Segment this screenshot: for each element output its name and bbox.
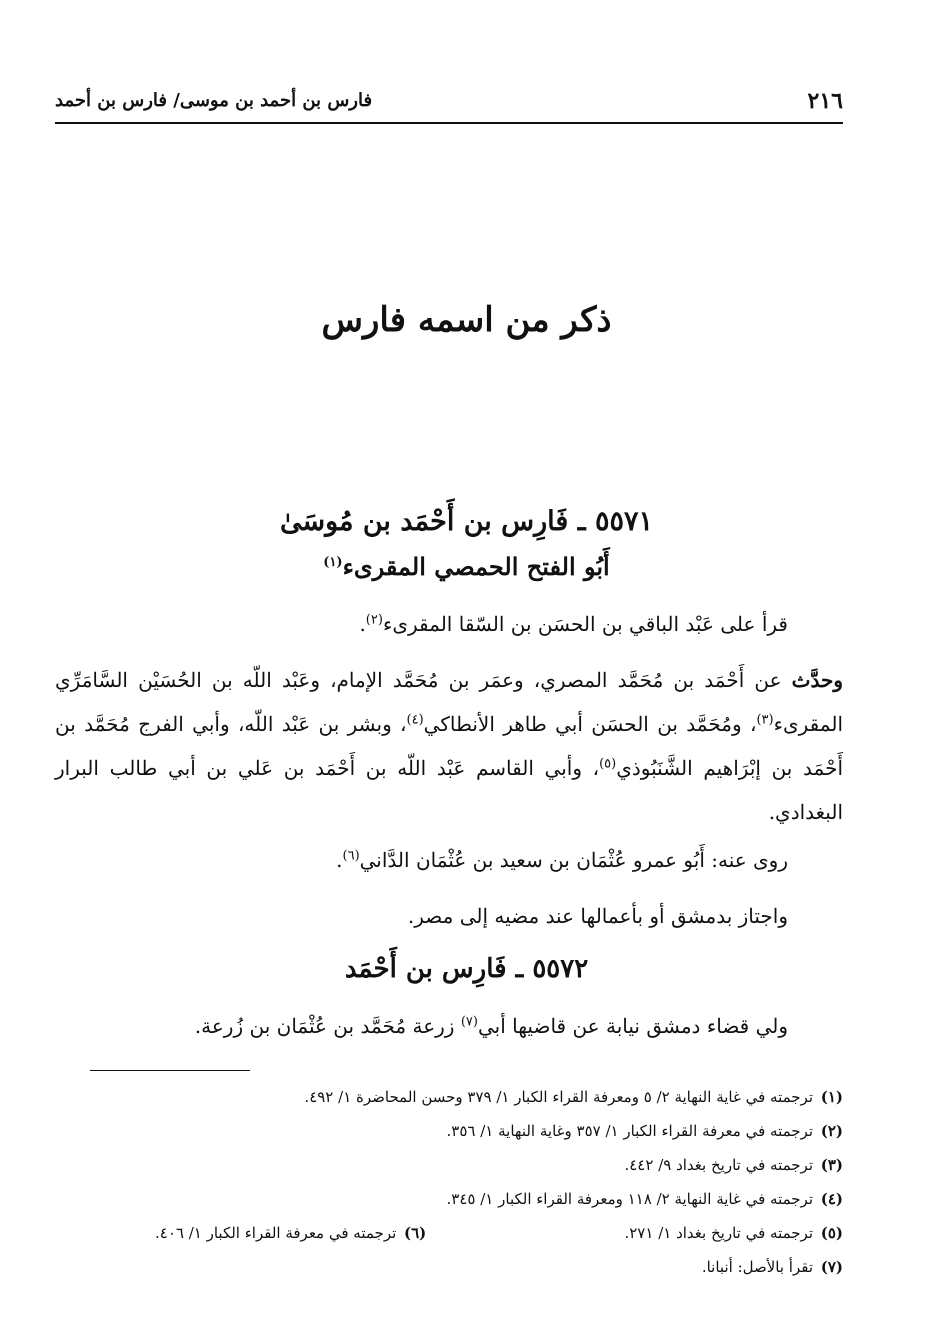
footnote-1 (60, 1080, 843, 1114)
footnote-4 (60, 1182, 843, 1216)
footnote-number: (٥) (820, 1224, 843, 1242)
footnote-text: تقرأ بالأصل: أنبانا. (701, 1258, 813, 1276)
footnote-6 (155, 1216, 426, 1250)
paragraph-text: روى عنه: أَبُو عمرو عُثْمَان بن سعيد بن عُثْمَان الدَّاني (359, 848, 788, 872)
paragraph-text: قرأ على عَبْد الباقي بن الحسَن بن السّقا المقرىء (382, 612, 788, 636)
footnote-ref-7[interactable]: (٧) (460, 1014, 478, 1030)
footnote-2 (60, 1114, 843, 1148)
footnote-number: (٧) (820, 1258, 843, 1276)
paragraph-text-a: ولي قضاء دمشق نيابة عن قاضيها أبي (477, 1014, 788, 1038)
entry-heading-5572: ٥٥٧٢ ـ فَارِس بن أَحْمَد (344, 954, 589, 984)
footnote-ref-6[interactable]: (٦) (342, 848, 360, 864)
footnote-number: (٤) (820, 1190, 843, 1208)
paragraph-text-a: عن أَحْمَد بن مُحَمَّد المصري، وعمَر بن مُحَمَّد الإمام، وعَبْد اللّه بن الحُسَيْن السَّامَرِّي المقرىء (55, 668, 844, 736)
footnote-text: ترجمته في تاريخ بغداد ١/ ٢٧١. (624, 1224, 813, 1242)
paragraph-text-d: ، وأبي القاسم عَبْد اللّه بن أَحْمَد بن عَلي بن أبي طالب البرار البغدادي. (55, 756, 843, 824)
paragraph-qara (55, 602, 788, 646)
footnote-3 (60, 1148, 843, 1182)
footnote-number: (٢) (820, 1122, 843, 1140)
paragraph-text-b: زرعة مُحَمَّد بن عُثْمَان بن زُرعة. (194, 1014, 461, 1038)
paragraph-text-b: ، ومُحَمَّد بن الحسَن أبي طاهر الأنطاكي (423, 712, 757, 736)
footnote-ref-1[interactable]: (١) (323, 555, 343, 570)
footnote-text: ترجمته في تاريخ بغداد ٩/ ٤٤٢. (624, 1156, 813, 1174)
footnote-5 (624, 1216, 843, 1250)
running-header (55, 78, 843, 124)
paragraph-haddath (55, 658, 843, 834)
paragraph-end: . (336, 848, 343, 872)
footnote-text: ترجمته في معرفة القراء الكبار ١/ ٤٠٦. (155, 1224, 397, 1242)
paragraph-rawa (55, 838, 788, 882)
section-title: ذكر من اسمه فارس (321, 300, 612, 340)
footnote-number: (٦) (403, 1224, 427, 1242)
footnote-text: ترجمته في غاية النهاية ٢/ ٥ ومعرفة القراء الكبار ١/ ٣٧٩ وحسن المحاضرة ١/ ٤٩٢. (304, 1088, 813, 1106)
paragraph-end: . (359, 612, 366, 636)
footnote-ref-3[interactable]: (٣) (756, 712, 774, 728)
running-title: فارس بن أحمد بن موسى/ فارس بن أحمد (55, 90, 373, 111)
footnote-number: (١) (820, 1088, 843, 1106)
footnote-text: ترجمته في معرفة القراء الكبار ١/ ٣٥٧ وغاية النهاية ١/ ٣٥٦. (446, 1122, 813, 1140)
page-number: ٢١٦ (807, 88, 843, 114)
footnote-ref-2[interactable]: (٢) (365, 612, 383, 628)
footnote-5-6 (60, 1216, 843, 1250)
footnote-ref-4[interactable]: (٤) (406, 712, 424, 728)
footnote-text: ترجمته في غاية النهاية ٢/ ١١٨ ومعرفة القراء الكبار ١/ ٣٤٥. (446, 1190, 813, 1208)
kunya-text: أَبُو الفتح الحمصي المقرىء (342, 552, 610, 581)
footnote-ref-5[interactable]: (٥) (599, 756, 617, 772)
footnote-7 (60, 1250, 843, 1284)
entry-heading-5571: ٥٥٧١ ـ فَارِس بن أَحْمَد بن مُوسَىٰ (279, 506, 654, 537)
footnote-number: (٣) (820, 1156, 843, 1174)
lead-word: وحدَّث (791, 668, 843, 692)
footnotes (60, 1080, 843, 1284)
footnote-rule (90, 1070, 250, 1071)
paragraph-ijtaz: واجتاز بدمشق أو بأعمالها عند مضيه إلى مصر. (407, 904, 788, 928)
entry-kunya-5571 (0, 552, 933, 581)
header-rule (55, 122, 843, 124)
paragraph-wali (55, 1004, 788, 1048)
paragraph-text-c: ، وبشر بن عَبْد اللّه، وأبي الفرج مُحَمَّد بن أَحْمَد بن إبْرَاهيم الشَّنَبُوذي (55, 712, 844, 780)
